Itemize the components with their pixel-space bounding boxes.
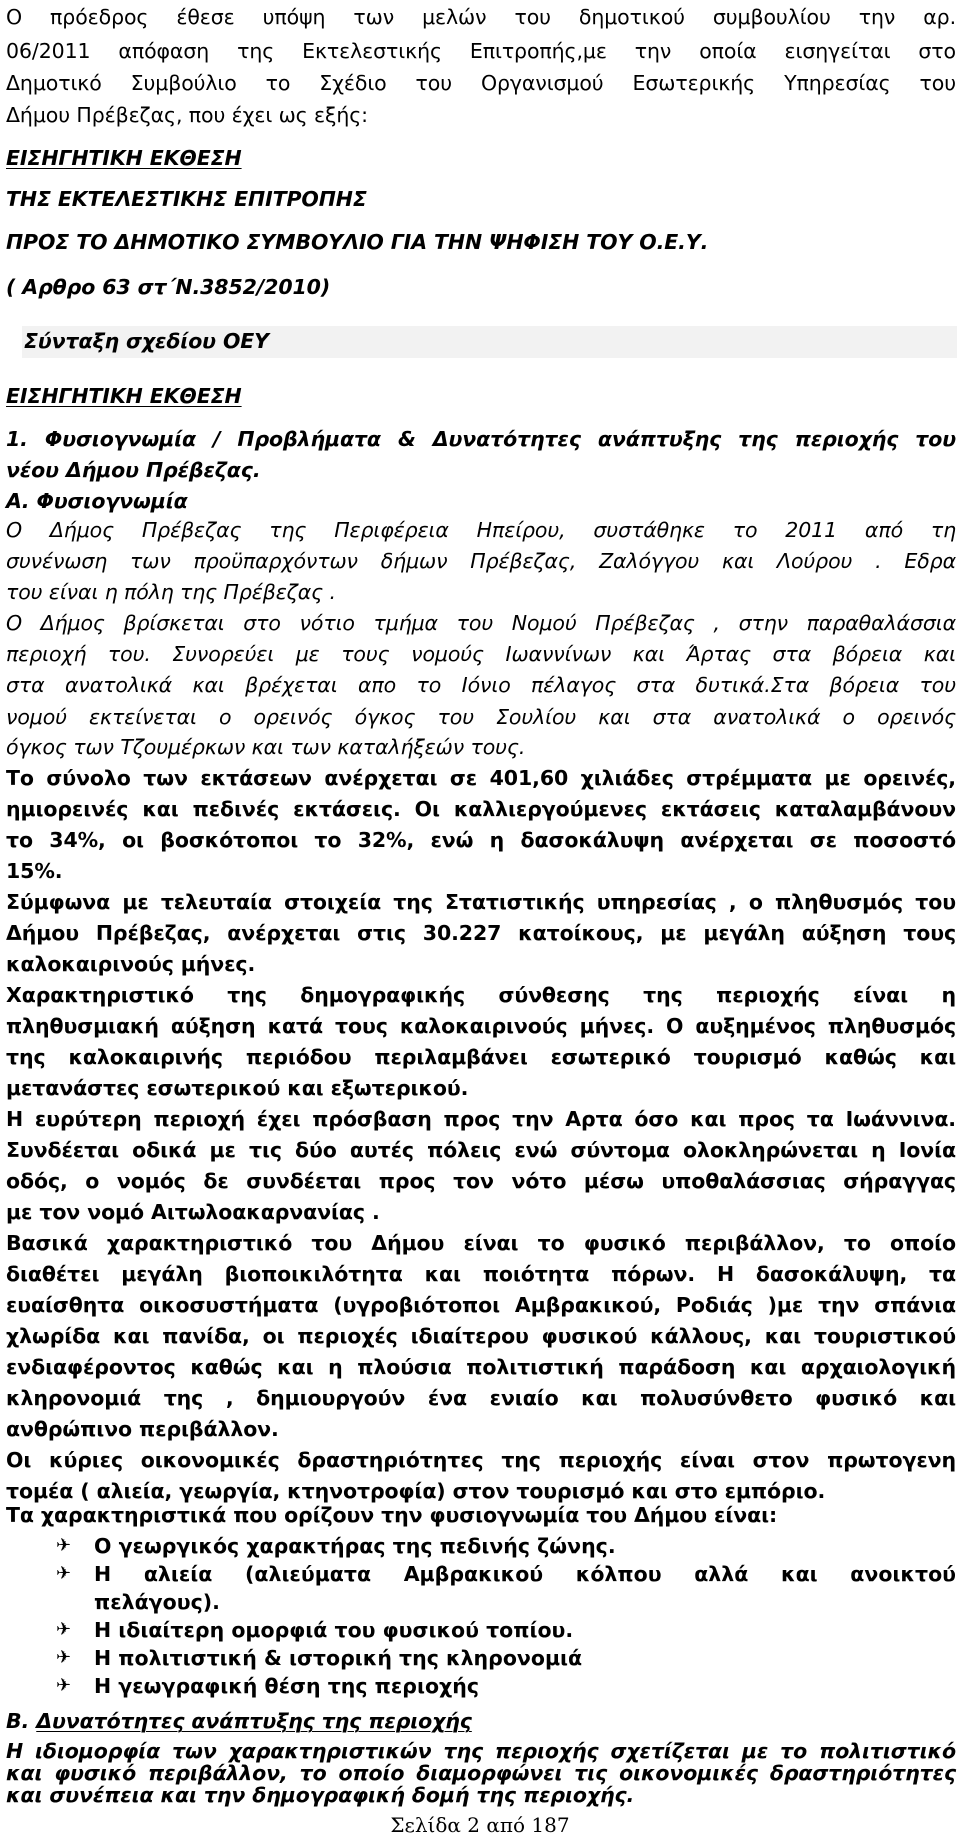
paragraph-line: Σύμφωνα με τελευταία στοιχεία της Στατιστικής υπηρεσίας , ο πληθυσμός του: [6, 890, 956, 914]
heading-article: ( Αρθρο 63 στ΄Ν.3852/2010): [6, 275, 331, 299]
paragraph-line: Τα χαρακτηριστικά που ορίζουν την φυσιογνωμία του Δήμου είναι:: [6, 1503, 778, 1527]
paragraph-line: Οι κύριες οικονομικές δραστηριότητες της περιοχής είναι στον πρωτογενη: [6, 1448, 956, 1472]
list-item: Η ιδιαίτερη ομορφιά του φυσικού τοπίου.: [94, 1618, 574, 1642]
paragraph-line: της καλοκαιρινής περιόδου περιλαμβάνει εσωτερικό τουρισμό καθώς και: [6, 1045, 956, 1069]
paragraph-line: ανθρώπινο περιβάλλον.: [6, 1417, 279, 1441]
heading-report-2: ΕΙΣΗΓΗΤΙΚΗ ΕΚΘΕΣΗ: [6, 384, 242, 408]
paragraph-line: Η ιδιομορφία των χαρακτηριστικών της περιοχής σχετίζεται με το πολιτιστικό: [6, 1739, 956, 1763]
plane-bullet-icon: ✈: [56, 1535, 72, 1556]
paragraph-line: οδός, ο νομός δε συνδέεται προς τον νότο μέσω υποθαλάσσιας σήραγγας: [6, 1169, 956, 1193]
section-a-title: Α. Φυσιογνωμία: [6, 489, 188, 513]
plane-bullet-icon: ✈: [56, 1647, 72, 1668]
paragraph-line: ενδιαφέροντος καθώς και η πλούσια πολιτιστική παράδοση και αρχαιολογική: [6, 1355, 956, 1379]
paragraph-line: και συνέπεια και την δημογραφική δομή της περιοχής.: [6, 1783, 635, 1807]
section-b-title-text: Δυνατότητες ανάπτυξης της περιοχής: [36, 1709, 472, 1733]
intro-line: 06/2011 απόφαση της Εκτελεστικής Επιτροπής,με την οποία εισηγείται στο: [6, 39, 956, 63]
paragraph-line: το 34%, οι βοσκότοποι το 32%, ενώ η δασοκάλυψη ανέρχεται σε ποσοστό: [6, 828, 956, 852]
paragraph-line: συνένωση των προϋπαρχόντων δήμων Πρέβεζας, Ζαλόγγου και Λούρου . Εδρα: [6, 549, 956, 573]
intro-line: Ο πρόεδρος έθεσε υπόψη των μελών του δημοτικού συμβουλίου την αρ.: [6, 5, 956, 29]
section-b-title: [6, 1706, 956, 1736]
paragraph-line: στα ανατολικά και βρέχεται απο το Ιόνιο πέλαγος στα δυτικά.Στα βόρεια του: [6, 673, 956, 697]
paragraph-line: καλοκαιρινούς μήνες.: [6, 952, 256, 976]
shaded-title: Σύνταξη σχεδίου ΟΕΥ: [24, 329, 269, 353]
paragraph-line: χλωρίδα και πανίδα, οι περιοχές ιδιαίτερου φυσικού κάλλους, και τουριστικού: [6, 1324, 956, 1348]
plane-bullet-icon: ✈: [56, 1563, 72, 1584]
section-b-prefix: Β.: [6, 1709, 37, 1733]
paragraph-line: Η ευρύτερη περιοχή έχει πρόσβαση προς την Αρτα όσο και προς τα Ιωάννινα.: [6, 1107, 956, 1131]
paragraph-line: τομέα ( αλιεία, γεωργία, κτηνοτροφία) στον τουρισμό και στο εμπόριο.: [6, 1479, 826, 1503]
list-item: Ο γεωργικός χαρακτήρας της πεδινής ζώνης.: [94, 1534, 616, 1558]
paragraph-line: μετανάστες εσωτερικού και εξωτερικού.: [6, 1076, 469, 1100]
paragraph-line: Χαρακτηριστικό της δημογραφικής σύνθεσης της περιοχής είναι η: [6, 983, 956, 1007]
paragraph-line: Το σύνολο των εκτάσεων ανέρχεται σε 401,60 χιλιάδες στρέμματα με ορεινές,: [6, 766, 956, 790]
paragraph-line: και φυσικό περιβάλλον, το οποίο διαμορφώνει τις οικονομικές δραστηριότητες: [6, 1761, 956, 1785]
intro-line: Δημοτικό Συμβούλιο το Σχέδιο του Οργανισμού Εσωτερικής Υπηρεσίας του: [6, 71, 956, 95]
section-1-title: νέου Δήμου Πρέβεζας.: [6, 458, 261, 482]
paragraph-line: Συνδέεται οδικά με τις δύο αυτές πόλεις ενώ σύντομα ολοκληρώνεται η Ιονία: [6, 1138, 956, 1162]
paragraph-line: Ο Δήμος Πρέβεζας της Περιφέρεια Ηπείρου, συστάθηκε το 2011 από τη: [6, 518, 956, 542]
plane-bullet-icon: ✈: [56, 1619, 72, 1640]
paragraph-line: όγκος των Τζουμέρκων και των καταλήξεών τους.: [6, 735, 526, 759]
page-number-footer: Σελίδα 2 από 187: [390, 1813, 570, 1837]
paragraph-line: 15%.: [6, 859, 63, 883]
paragraph-line: ημιορεινές και πεδινές εκτάσεις. Οι καλλιεργούμενες εκτάσεις καταλαμβάνουν: [6, 797, 956, 821]
heading-to-council: ΠΡΟΣ ΤΟ ΔΗΜΟΤΙΚΟ ΣΥΜΒΟΥΛΙΟ ΓΙΑ ΤΗΝ ΨΗΦΙΣΗ ΤΟΥ Ο.Ε.Υ.: [6, 230, 709, 254]
heading-committee: ΤΗΣ ΕΚΤΕΛΕΣΤΙΚΗΣ ΕΠΙΤΡΟΠΗΣ: [6, 187, 367, 211]
paragraph-line: ευαίσθητα οικοσυστήματα (υγροβιότοποι Αμβρακικού, Ροδιάς )με την σπάνια: [6, 1293, 956, 1317]
paragraph-line: Δήμου Πρέβεζας, ανέρχεται στις 30.227 κατοίκους, με μεγάλη αύξηση τους: [6, 921, 956, 945]
plane-bullet-icon: ✈: [56, 1675, 72, 1696]
section-1-title: 1. Φυσιογνωμία / Προβλήματα & Δυνατότητες ανάπτυξης της περιοχής του: [6, 427, 956, 451]
paragraph-line: κληρονομιά της , δημιουργούν ένα ενιαίο και πολυσύνθετο φυσικό και: [6, 1386, 956, 1410]
paragraph-line: πληθυσμιακή αύξηση κατά τους καλοκαιρινούς μήνες. Ο αυξημένος πληθυσμός: [6, 1014, 956, 1038]
list-item: Η γεωγραφική θέση της περιοχής: [94, 1674, 480, 1698]
paragraph-line: νομού εκτείνεται ο ορεινός όγκος του Σουλίου και στα ανατολικά ο ορεινός: [6, 705, 956, 729]
heading-report: ΕΙΣΗΓΗΤΙΚΗ ΕΚΘΕΣΗ: [6, 146, 242, 170]
paragraph-line: του είναι η πόλη της Πρέβεζας .: [6, 580, 336, 604]
paragraph-line: Ο Δήμος βρίσκεται στο νότιο τμήμα του Νομού Πρέβεζας , στην παραθαλάσσια: [6, 611, 956, 635]
intro-line: Δήμου Πρέβεζας, που έχει ως εξής:: [6, 103, 368, 127]
paragraph-line: με τον νομό Αιτωλοακαρνανίας .: [6, 1200, 380, 1224]
list-item: Η πολιτιστική & ιστορική της κληρονομιά: [94, 1646, 583, 1670]
paragraph-line: περιοχή του. Συνορεύει με τους νομούς Ιωαννίνων και Άρτας στα βόρεια και: [6, 642, 956, 666]
paragraph-line: διαθέτει μεγάλη βιοποικιλότητα και ποιότητα πόρων. Η δασοκάλυψη, τα: [6, 1262, 956, 1286]
list-item: Η αλιεία (αλιεύματα Αμβρακικού κόλπου αλλά και ανοικτού: [94, 1562, 956, 1586]
list-item-continuation: πελάγους).: [94, 1590, 220, 1614]
paragraph-line: Βασικά χαρακτηριστικό του Δήμου είναι το φυσικό περιβάλλον, το οποίο: [6, 1231, 956, 1255]
